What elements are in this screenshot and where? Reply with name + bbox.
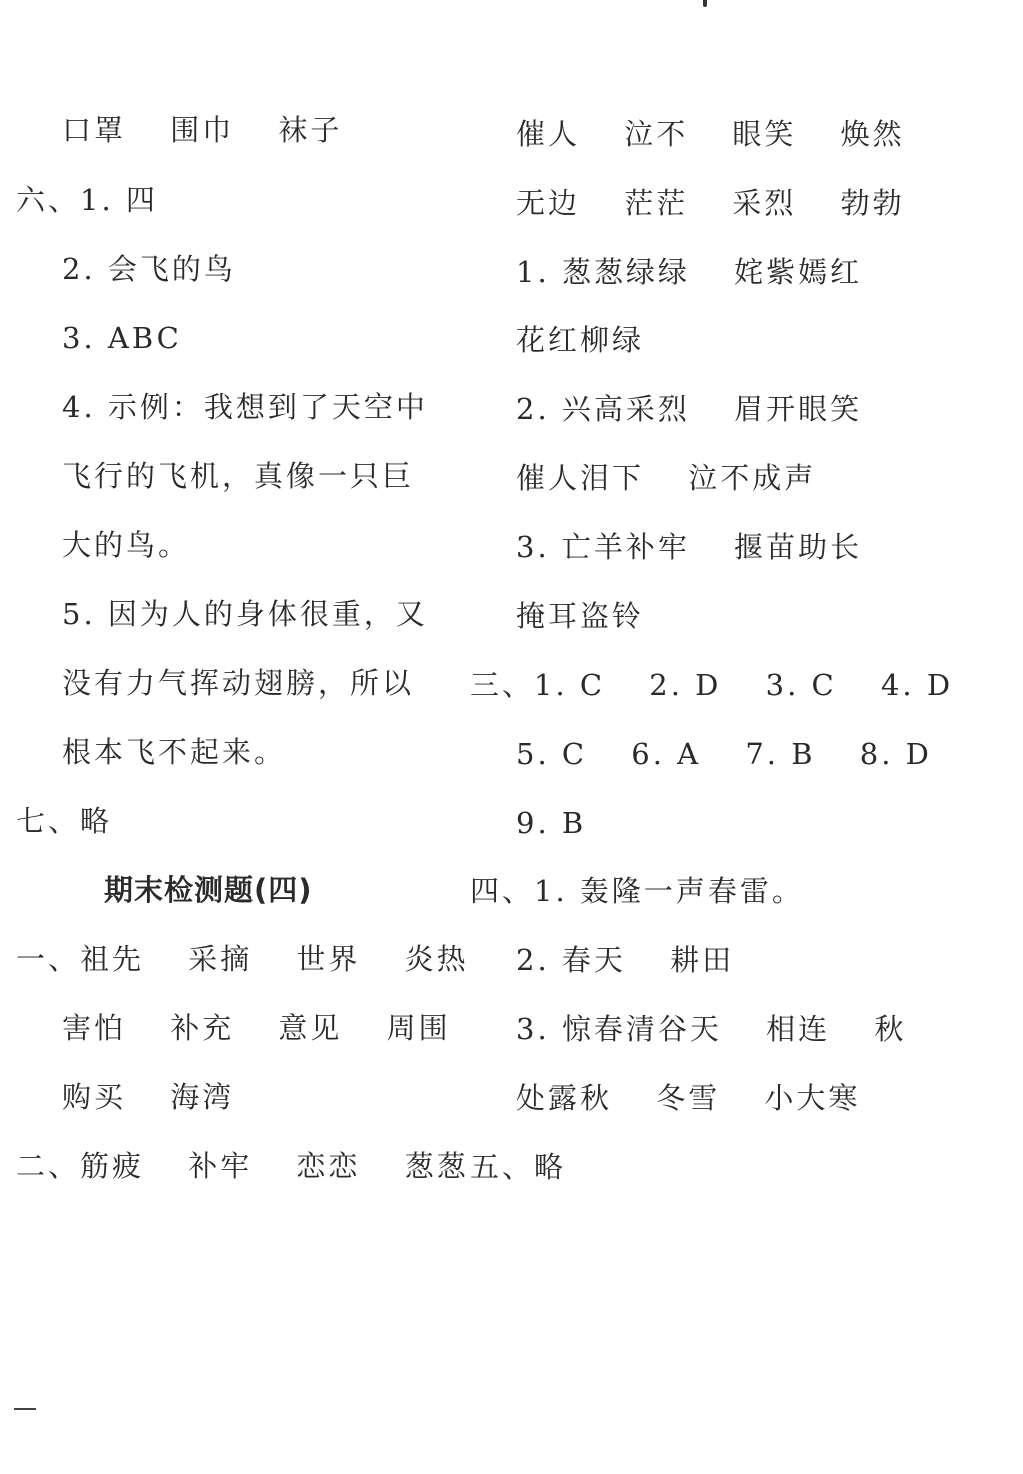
right-line-5: 2. 兴高采烈 眉开眼笑 [516, 392, 863, 426]
right-line-9: 三、1. C 2. D 3. C 4. D [470, 668, 954, 702]
right-line-13: 2. 春天 耕田 [516, 943, 735, 977]
top-edge-mark [703, 0, 707, 7]
right-line-1: 催人 泣不 眼笑 焕然 [516, 117, 905, 151]
left-line-9: 没有力气挥动翅膀，所以 [62, 666, 415, 700]
left-line-14: 害怕 补充 意见 周围 [62, 1011, 451, 1045]
left-line-13: 一、祖先 采摘 世界 炎热 [16, 942, 469, 976]
section-heading: 期末检测题(四) [104, 873, 313, 907]
left-line-15: 购买 海湾 [62, 1080, 235, 1114]
left-line-11: 七、略 [16, 804, 113, 838]
left-line-2: 六、1. 四 [16, 183, 158, 217]
left-line-8: 5. 因为人的身体很重，又 [62, 597, 428, 631]
left-line-1: 口罩 围巾 袜子 [62, 113, 343, 147]
left-line-16: 二、筋疲 补牢 恋恋 葱葱 [16, 1149, 469, 1183]
left-line-5: 4. 示例：我想到了天空中 [62, 390, 428, 424]
left-line-6: 飞行的飞机，真像一只巨 [62, 459, 415, 493]
right-line-8: 掩耳盗铃 [516, 599, 645, 633]
right-line-2: 无边 茫茫 采烈 勃勃 [516, 186, 905, 220]
right-line-6: 催人泪下 泣不成声 [516, 461, 817, 495]
right-line-15: 处露秋 冬雪 小大寒 [516, 1081, 861, 1115]
left-line-3: 2. 会飞的鸟 [62, 252, 236, 286]
right-line-3: 1. 葱葱绿绿 姹紫嫣红 [516, 255, 863, 289]
right-line-12: 四、1. 轰隆一声春雷。 [470, 874, 804, 908]
right-line-11: 9. B [516, 806, 587, 840]
left-line-7: 大的鸟。 [62, 528, 191, 562]
bottom-left-rule [14, 1408, 36, 1410]
right-line-7: 3. 亡羊补牢 揠苗助长 [516, 530, 863, 564]
right-line-14: 3. 惊春清谷天 相连 秋 [516, 1012, 907, 1046]
right-line-16: 五、略 [470, 1150, 567, 1184]
left-line-10: 根本飞不起来。 [62, 735, 287, 769]
left-line-4: 3. ABC [62, 321, 182, 355]
right-line-4: 花红柳绿 [516, 323, 645, 357]
right-line-10: 5. C 6. A 7. B 8. D [516, 737, 932, 771]
